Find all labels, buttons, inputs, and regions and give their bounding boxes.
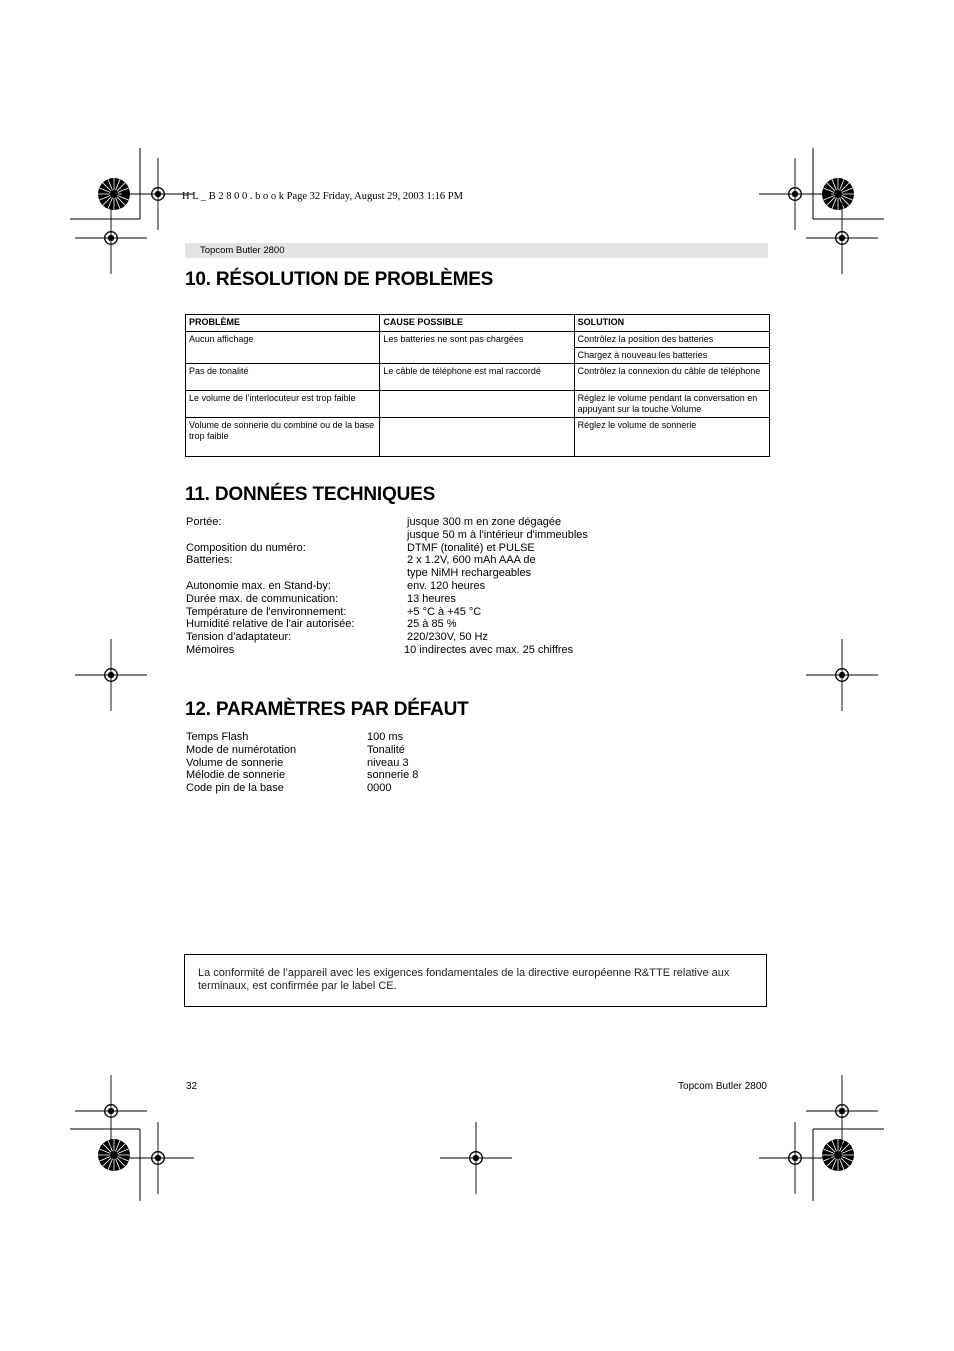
page-number: 32 <box>186 1081 198 1092</box>
default-value: sonnerie 8 <box>367 769 419 782</box>
spec-value: 13 heures <box>407 592 456 605</box>
spec-value: 10 indirectes avec max. 25 chiffres <box>404 643 574 656</box>
solution-cell: Réglez le volume de sonnerie <box>574 418 769 457</box>
technical-labels <box>186 516 354 657</box>
default-value: 100 ms <box>367 731 404 743</box>
default-label: Mode de numérotation <box>186 743 297 756</box>
column-header: PROBLÈME <box>186 315 380 332</box>
problem-cell: Pas de tonalité <box>186 364 380 391</box>
spec-label: Tension d’adaptateur: <box>186 631 292 644</box>
conformity-note-box <box>184 954 767 1007</box>
default-label: Code pin de la base <box>186 782 284 795</box>
spec-value: 220/230V, 50 Hz <box>407 631 488 644</box>
solution-cell: Contrôlez la position des batteries <box>574 332 769 348</box>
default-values <box>367 731 418 795</box>
table-row <box>186 332 770 348</box>
spec-label: Mémoires <box>186 643 235 656</box>
spec-value: +5 °C à +45 °C <box>407 605 482 618</box>
header-product: Topcom Butler 2800 <box>200 245 285 256</box>
section-title-technical: 11. DONNÉES TECHNIQUES <box>185 484 436 505</box>
column-header: SOLUTION <box>574 315 769 332</box>
section-title-defaults: 12. PARAMÈTRES PAR DÉFAUT <box>185 699 469 720</box>
spec-value: jusque 50 m à l'intérieur d'immeubles <box>407 528 588 541</box>
default-value: 0000 <box>367 782 392 795</box>
spec-value: jusque 300 m en zone dégagée <box>407 516 562 528</box>
table-row <box>186 391 770 418</box>
spec-label <box>186 529 354 542</box>
problem-cell: Le volume de l’interlocuteur est trop faible <box>186 391 380 418</box>
spec-value: env. 120 heures <box>407 579 486 592</box>
default-label: Mélodie de sonnerie <box>186 769 286 782</box>
spec-value: DTMF (tonalité) et PULSE <box>407 541 535 554</box>
cause-cell: Le câble de téléphone est mal raccordé <box>380 364 574 391</box>
solution-cell: Chargez à nouveau les batteries <box>574 348 769 364</box>
table-row <box>186 418 770 457</box>
spec-label: Température de l'environnement: <box>186 605 347 618</box>
spec-label: Autonomie max. en Stand-by: <box>186 579 331 592</box>
column-header: CAUSE POSSIBLE <box>380 315 574 332</box>
section-title-troubleshooting: 10. RÉSOLUTION DE PROBLÈMES <box>185 269 494 290</box>
spec-label <box>186 567 354 580</box>
default-label: Temps Flash <box>186 731 249 743</box>
default-labels <box>186 731 296 795</box>
table-row <box>186 364 770 391</box>
default-label: Volume de sonnerie <box>186 756 284 769</box>
solution-cell: Réglez le volume pendant la conversation en appuyant sur la touche Volume <box>574 391 769 418</box>
spec-label: Batteries: <box>186 554 233 567</box>
solution-cell: Contrôlez la connexion du câble de téléphone <box>574 364 769 391</box>
spec-value: 2 x 1.2V, 600 mAh AAA de <box>407 554 536 567</box>
spec-value: 25 à 85 % <box>407 618 457 631</box>
troubleshooting-table <box>185 314 770 457</box>
table-header-row <box>186 315 770 332</box>
cause-cell: Les batteries ne sont pas chargées <box>380 332 574 364</box>
problem-cell: Volume de sonnerie du combiné ou de la base trop faible <box>186 418 380 457</box>
problem-cell: Aucun affichage <box>186 332 380 364</box>
spec-label: Durée max. de communication: <box>186 592 339 605</box>
default-value: niveau 3 <box>367 756 409 769</box>
print-info: H L _ B 2 8 0 0 . b o o k Page 32 Friday, August 29, 2003 1:16 PM <box>182 191 463 202</box>
spec-value: type NiMH rechargeables <box>407 567 532 580</box>
spec-label: Humidité relative de l'air autorisée: <box>186 618 355 631</box>
spec-label: Composition du numéro: <box>186 541 306 554</box>
conformity-note: La conformité de l’appareil avec les exigences fondamentales de la directive européenne R&TTE relative aux terminaux, est confirmée par le label CE. <box>198 967 730 992</box>
page-header <box>185 243 768 258</box>
technical-values <box>404 516 588 657</box>
default-value: Tonalité <box>367 743 405 756</box>
cause-cell <box>380 391 574 418</box>
cause-cell <box>380 418 574 457</box>
footer-product: Topcom Butler 2800 <box>678 1081 767 1092</box>
spec-label: Portée: <box>186 516 222 528</box>
